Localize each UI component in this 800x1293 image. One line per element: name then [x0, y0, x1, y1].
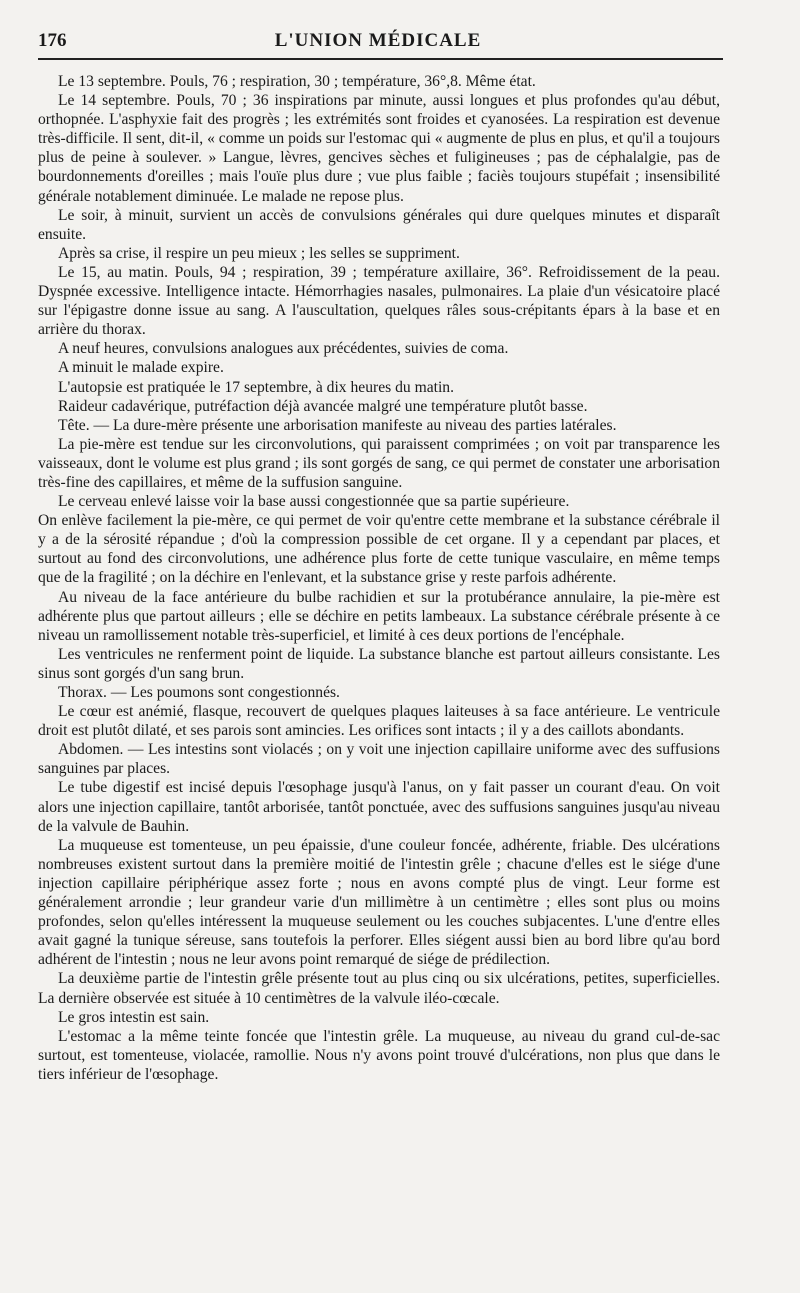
running-title: L'UNION MÉDICALE [274, 30, 482, 51]
paragraph: Les ventricules ne renferment point de liquide. La substance blanche est partout ailleurs consistante. Les sinus sont gorgés d'un sang brun. [38, 645, 720, 682]
paragraph: A neuf heures, convulsions analogues aux précédentes, suivies de coma. [58, 340, 509, 358]
body-text [38, 72, 720, 1084]
paragraph: Au niveau de la face antérieure du bulbe rachidien et sur la protubérance annulaire, la pie-mère est adhérente plus que partout ailleurs ; elle se déchire en petits lambeaux. La substance cérébrale présente à ce niveau un ramollissement notable très-superficiel, et limité à ces deux portions de l'encéphale. [38, 588, 720, 644]
paragraph: Thorax. — Les poumons sont congestionnés. [58, 684, 340, 701]
paragraph: Le 15, au matin. Pouls, 94 ; respiration, 39 ; température axillaire, 36°. Refroidissement de la peau. Dyspnée excessive. Intelligence intacte. Hémorrhagies nasales, pulmonaires. La plaie d'un vésicatoire placé sur l'épigastre donne issue au sang. A l'auscultation, quelques râles sous-crépitants épars à la base et en arrière du thorax. [38, 263, 720, 339]
page-number: 176 [38, 30, 67, 51]
paragraph: Le tube digestif est incisé depuis l'œsophage jusqu'à l'anus, on y fait passer un courant d'eau. On voit alors une injection capillaire, tantôt arborisée, tantôt ponctuée, avec des suffusions sanguines jusqu'au niveau de la valvule de Bauhin. [38, 779, 720, 835]
paragraph: La pie-mère est tendue sur les circonvolutions, qui paraissent comprimées ; on voit par transparence les vaisseaux, dont le volume est plus grand ; ils sont gorgés de sang, ce qui permet de constater une arborisation très-fine des capillaires, et même de la suffusion sanguine. [38, 435, 720, 491]
paragraph: Le 14 septembre. Pouls, 70 ; 36 inspirations par minute, aussi longues et plus profondes qu'au début, orthopnée. L'asphyxie fait des progrès ; les extrémités sont froides et cyanosées. La respiration est devenue très-difficile. Il sent, dit-il, « comme un poids sur l'estomac qui « augmente de plus en plus, et qu'il a toujours plus de peine à soulever. » Langue, lèvres, gencives sèches et fuligineuses ; pas de céphalalgie, pas de bourdonnements d'oreilles ; mais l'ouïe plus dure ; vue plus faible ; faciès toujours stupéfait ; insensibilité générale notablement diminuée. Le malade ne repose plus. [38, 92, 720, 205]
paragraph: Le cerveau enlevé laisse voir la base aussi congestionnée que sa partie supérieure. [58, 493, 570, 511]
paragraph: L'estomac a la même teinte foncée que l'intestin grêle. La muqueuse, au niveau du grand cul-de-sac surtout, est tomenteuse, violacée, ramollie. Nous n'y avons point trouvé d'ulcérations, non plus que dans le tiers inférieur de l'œsophage. [38, 1027, 720, 1083]
paragraph: Tête. — La dure-mère présente une arborisation manifeste au niveau des parties latérales. [58, 416, 617, 434]
paragraph: Le cœur est anémié, flasque, recouvert de quelques plaques laiteuses à sa face antérieure. Le ventricule droit est plutôt dilaté, et ses parois sont amincies. Les orifices sont intacts ; il y a des caillots abondants. [38, 703, 720, 740]
paragraph: Le gros intestin est sain. [58, 1008, 210, 1026]
page-header [38, 30, 718, 52]
paragraph: Raideur cadavérique, putréfaction déjà avancée malgré une température plutôt basse. [58, 397, 588, 415]
paragraph: A minuit le malade expire. [58, 359, 224, 377]
paragraph: L'autopsie est pratiquée le 17 septembre, à dix heures du matin. [58, 378, 454, 396]
paragraph: Abdomen. — Les intestins sont violacés ; on y voit une injection capillaire uniforme avec des suffusions sanguines par places. [38, 741, 720, 778]
paragraph: La deuxième partie de l'intestin grêle présente tout au plus cinq ou six ulcérations, petites, superficielles. La dernière observée est située à 10 centimètres de la valvule iléo-cœcale. [38, 970, 720, 1007]
paragraph: On enlève facilement la pie-mère, ce qui permet de voir qu'entre cette membrane et la substance cérébrale il y a de la sérosité répandue ; d'où la compression possible de cet organe. Il y a cependant par places, et surtout au fond des circonvolutions, une adhérence plus forte de cette tunique vasculaire, en même temps que de la fragilité ; on la déchire en l'enlevant, et la substance grise y reste parfois adhérente. [38, 512, 720, 587]
paragraph: Le soir, à minuit, survient un accès de convulsions générales qui dure quelques minutes et disparaît ensuite. [38, 206, 720, 243]
header-rule [38, 58, 723, 60]
paragraph: La muqueuse est tomenteuse, un peu épaissie, d'une couleur foncée, adhérente, friable. Des ulcérations nombreuses existent surtout dans la première moitié de l'intestin grêle ; chacune d'elles est le siége d'une injection capillaire périphérique assez forte ; nous en avons compté plus de vingt. Leur forme est généralement arrondie ; leur grandeur varie d'un millimètre à un centimètre ; elles sont plus ou moins profondes, selon qu'elles intéressent la muqueuse seulement ou les couches subjacentes. L'une d'entre elles avait gagné la tunique séreuse, sans toutefois la perforer. Elles siégent aussi bien au bord libre qu'au bord adhérent de l'intestin ; nous ne leur avons point remarqué de siége de prédilection. [38, 836, 720, 969]
paragraph: Le 13 septembre. Pouls, 76 ; respiration, 30 ; température, 36°,8. Même état. [58, 73, 536, 90]
paragraph: Après sa crise, il respire un peu mieux ; les selles se suppriment. [58, 244, 460, 262]
